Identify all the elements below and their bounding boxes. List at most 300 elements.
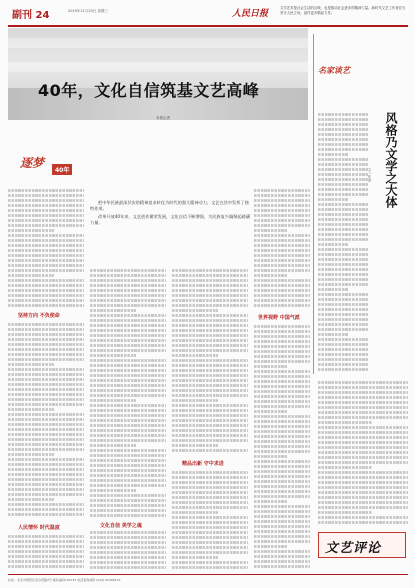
text-line bbox=[254, 284, 310, 287]
text-line bbox=[254, 189, 310, 192]
text-line bbox=[318, 248, 368, 251]
text-line bbox=[254, 340, 310, 343]
text-line bbox=[172, 444, 218, 447]
text-line bbox=[254, 279, 310, 282]
text-line bbox=[172, 274, 248, 277]
text-line bbox=[318, 358, 368, 361]
text-line bbox=[8, 443, 84, 446]
sidebar-column bbox=[318, 380, 408, 528]
text-line bbox=[90, 374, 166, 377]
text-line bbox=[90, 479, 166, 482]
text-line bbox=[172, 404, 248, 407]
text-line bbox=[90, 536, 166, 539]
text-line bbox=[254, 400, 310, 403]
text-line bbox=[254, 385, 310, 388]
text-line bbox=[172, 304, 248, 307]
text-line bbox=[318, 481, 408, 484]
text-line bbox=[318, 396, 408, 399]
text-line bbox=[254, 330, 310, 333]
text-line bbox=[90, 369, 166, 372]
text-line bbox=[8, 540, 84, 543]
text-line bbox=[254, 455, 288, 458]
lead-paragraph: 改革开放40年来，文艺创作繁荣发展，文化自信不断增强，为民族复兴凝聚起磅礴力量。 bbox=[90, 214, 250, 225]
text-line bbox=[8, 194, 84, 197]
text-line bbox=[90, 279, 166, 282]
text-line bbox=[172, 314, 248, 317]
text-line bbox=[8, 204, 84, 207]
text-line bbox=[8, 209, 84, 212]
mark-badge: 40年 bbox=[52, 164, 72, 175]
text-line bbox=[318, 486, 408, 489]
text-line bbox=[90, 419, 166, 422]
text-line bbox=[254, 480, 310, 483]
text-line bbox=[8, 254, 84, 257]
anniversary-mark bbox=[20, 154, 74, 184]
column-mark-text: 名家谈艺 bbox=[318, 65, 350, 75]
text-line bbox=[254, 229, 288, 232]
text-line bbox=[254, 470, 310, 473]
text-line bbox=[318, 183, 368, 186]
body-column bbox=[90, 530, 166, 570]
text-line bbox=[318, 168, 368, 171]
text-line bbox=[254, 299, 310, 302]
text-line bbox=[318, 386, 408, 389]
text-line bbox=[90, 414, 166, 417]
text-line bbox=[8, 299, 84, 302]
sidebar-divider bbox=[313, 34, 314, 374]
text-line bbox=[8, 448, 84, 451]
text-line bbox=[172, 531, 248, 534]
mark-main-text: 逐梦 bbox=[20, 156, 45, 170]
text-line bbox=[8, 493, 84, 496]
text-line bbox=[254, 405, 310, 408]
text-line bbox=[90, 394, 166, 397]
text-line bbox=[8, 244, 84, 247]
text-line bbox=[8, 483, 84, 486]
text-line bbox=[172, 379, 248, 382]
text-line bbox=[8, 565, 84, 568]
text-line bbox=[8, 535, 84, 538]
text-line bbox=[90, 444, 136, 447]
page-header bbox=[0, 0, 415, 24]
text-line bbox=[172, 486, 248, 489]
text-line bbox=[254, 380, 310, 383]
text-line bbox=[254, 199, 310, 202]
subheading: 精品出新 守中求进 bbox=[182, 461, 224, 467]
sidebar-title: 风格乃文学之大体 bbox=[384, 112, 398, 208]
text-line bbox=[254, 254, 310, 257]
text-line bbox=[90, 499, 166, 502]
text-line bbox=[254, 259, 310, 262]
text-line bbox=[8, 560, 84, 563]
text-line bbox=[254, 555, 310, 558]
text-line bbox=[8, 403, 84, 406]
text-line bbox=[8, 433, 84, 436]
text-line bbox=[254, 490, 310, 493]
text-line bbox=[254, 345, 310, 348]
text-line bbox=[318, 343, 368, 346]
text-line bbox=[8, 333, 84, 336]
text-line bbox=[318, 163, 368, 166]
text-line bbox=[172, 476, 248, 479]
text-line bbox=[90, 514, 166, 517]
text-line bbox=[172, 299, 248, 302]
text-line bbox=[254, 535, 310, 538]
text-line bbox=[90, 384, 166, 387]
text-line bbox=[318, 218, 368, 221]
text-line bbox=[318, 328, 368, 331]
header-note: 文学艺术是社会生活的反映，也是推动社会进步的精神力量。新时代文艺工作者应当坚守人民立场，创作更多精品力作。 bbox=[280, 6, 406, 15]
text-line bbox=[8, 343, 84, 346]
text-line bbox=[254, 390, 310, 393]
text-line bbox=[254, 415, 310, 418]
text-line bbox=[254, 194, 310, 197]
text-line bbox=[172, 551, 248, 554]
text-line bbox=[318, 308, 368, 311]
body-column bbox=[8, 322, 84, 518]
text-line bbox=[318, 253, 368, 256]
text-line bbox=[254, 500, 288, 503]
text-line bbox=[254, 510, 310, 513]
subheading: 文化自信 美学之魂 bbox=[100, 523, 142, 529]
text-line bbox=[254, 219, 310, 222]
text-line bbox=[318, 421, 372, 424]
text-line bbox=[254, 465, 310, 468]
text-line bbox=[8, 338, 84, 341]
text-line bbox=[90, 359, 166, 362]
text-line bbox=[254, 360, 310, 363]
text-line bbox=[254, 214, 310, 217]
text-line bbox=[8, 388, 84, 391]
text-line bbox=[318, 416, 408, 419]
text-line bbox=[172, 414, 248, 417]
text-line bbox=[172, 541, 248, 544]
text-line bbox=[254, 239, 310, 242]
text-line bbox=[254, 244, 310, 247]
body-column bbox=[8, 534, 84, 570]
text-line bbox=[254, 335, 310, 338]
text-line bbox=[318, 446, 408, 449]
text-line bbox=[8, 453, 54, 456]
lead-paragraphs bbox=[90, 200, 250, 228]
text-line bbox=[8, 304, 84, 307]
text-line bbox=[318, 153, 348, 156]
text-line bbox=[318, 471, 408, 474]
text-line bbox=[90, 464, 166, 467]
text-line bbox=[172, 496, 248, 499]
subheading: 人民情怀 时代温度 bbox=[18, 525, 60, 531]
text-line bbox=[90, 309, 136, 312]
text-line bbox=[172, 449, 248, 452]
hero-banner bbox=[8, 28, 308, 120]
text-line bbox=[90, 531, 166, 534]
text-line bbox=[8, 463, 84, 466]
text-line bbox=[90, 541, 166, 544]
body-column bbox=[172, 470, 248, 570]
text-line bbox=[318, 283, 368, 286]
text-line bbox=[254, 395, 310, 398]
text-line bbox=[318, 113, 368, 116]
text-line bbox=[172, 399, 218, 402]
text-line bbox=[318, 138, 368, 141]
text-line bbox=[90, 284, 166, 287]
lead-paragraph: 把中华民族最深层次的精神追求转化为时代的强大精神动力，文艺在其中发挥了独特作用。 bbox=[90, 200, 249, 211]
text-line bbox=[254, 325, 310, 328]
body-column bbox=[254, 324, 310, 570]
text-line bbox=[8, 555, 84, 558]
text-line bbox=[172, 439, 248, 442]
text-line bbox=[172, 329, 248, 332]
text-line bbox=[172, 481, 248, 484]
text-line bbox=[318, 338, 368, 341]
text-line bbox=[318, 258, 368, 261]
text-line bbox=[318, 456, 408, 459]
text-line bbox=[318, 193, 368, 196]
text-line bbox=[254, 375, 310, 378]
text-line bbox=[172, 334, 248, 337]
text-line bbox=[318, 263, 368, 266]
text-line bbox=[318, 313, 368, 316]
text-line bbox=[318, 273, 368, 276]
text-line bbox=[318, 143, 368, 146]
text-line bbox=[254, 370, 310, 373]
text-line bbox=[8, 269, 84, 272]
text-line bbox=[172, 309, 218, 312]
text-line bbox=[8, 353, 84, 356]
text-line bbox=[8, 458, 84, 461]
text-line bbox=[318, 118, 368, 121]
text-line bbox=[8, 214, 84, 217]
text-line bbox=[318, 363, 368, 366]
text-line bbox=[254, 550, 310, 553]
text-line bbox=[254, 224, 310, 227]
text-line bbox=[318, 461, 408, 464]
text-line bbox=[90, 329, 166, 332]
text-line bbox=[172, 324, 248, 327]
text-line bbox=[90, 546, 166, 549]
text-line bbox=[90, 509, 166, 512]
text-line bbox=[8, 348, 84, 351]
text-line bbox=[8, 393, 84, 396]
text-line bbox=[8, 438, 84, 441]
text-line bbox=[318, 228, 368, 231]
text-line bbox=[8, 513, 84, 516]
text-line bbox=[254, 264, 310, 267]
text-line bbox=[8, 294, 84, 297]
text-line bbox=[318, 213, 368, 216]
subheading: 世界视野 中国气派 bbox=[258, 315, 300, 321]
text-line bbox=[172, 319, 248, 322]
text-line bbox=[254, 294, 310, 297]
text-line bbox=[8, 508, 84, 511]
text-line bbox=[318, 198, 348, 201]
text-line bbox=[318, 348, 368, 351]
body-column bbox=[90, 268, 166, 522]
text-line bbox=[318, 268, 368, 271]
text-line bbox=[254, 435, 310, 438]
text-line bbox=[254, 204, 310, 207]
text-line bbox=[90, 299, 166, 302]
text-line bbox=[172, 536, 248, 539]
text-line bbox=[90, 449, 166, 452]
sidebar-column bbox=[318, 112, 368, 372]
text-line bbox=[8, 545, 84, 548]
text-line bbox=[8, 323, 84, 326]
text-line bbox=[8, 398, 84, 401]
text-line bbox=[254, 425, 310, 428]
text-line bbox=[254, 450, 310, 453]
text-line bbox=[318, 303, 368, 306]
text-line bbox=[172, 384, 248, 387]
text-line bbox=[172, 344, 248, 347]
text-line bbox=[254, 560, 310, 563]
text-line bbox=[254, 430, 310, 433]
text-line bbox=[90, 459, 166, 462]
text-line bbox=[8, 284, 84, 287]
text-line bbox=[172, 526, 248, 529]
text-line bbox=[90, 561, 166, 564]
text-line bbox=[90, 324, 166, 327]
text-line bbox=[172, 561, 248, 564]
text-line bbox=[8, 423, 84, 426]
text-line bbox=[90, 439, 166, 442]
text-line bbox=[318, 123, 368, 126]
text-line bbox=[8, 428, 84, 431]
text-line bbox=[254, 355, 310, 358]
text-line bbox=[172, 409, 248, 412]
text-line bbox=[172, 501, 248, 504]
text-line bbox=[254, 289, 310, 292]
text-line bbox=[254, 274, 288, 277]
text-line bbox=[254, 565, 310, 568]
text-line bbox=[8, 279, 84, 282]
text-line bbox=[8, 478, 84, 481]
text-line bbox=[90, 269, 166, 272]
text-line bbox=[172, 566, 248, 569]
text-line bbox=[254, 410, 288, 413]
text-line bbox=[318, 441, 408, 444]
text-line bbox=[254, 269, 310, 272]
text-line bbox=[318, 406, 408, 409]
text-line bbox=[90, 404, 166, 407]
text-line bbox=[8, 274, 54, 277]
text-line bbox=[8, 418, 84, 421]
text-line bbox=[8, 234, 84, 237]
text-line bbox=[172, 419, 248, 422]
text-line bbox=[8, 468, 84, 471]
footer-text: 社址：北京市朝阳区金台西路2号 邮政编码100733 电话查询请拨 (010) 65368114 bbox=[8, 578, 121, 582]
byline: 本报记者 bbox=[156, 116, 170, 120]
text-line bbox=[254, 234, 310, 237]
text-line bbox=[254, 445, 310, 448]
body-column bbox=[172, 268, 248, 454]
sidebar-author: 文 / 作者 bbox=[368, 168, 372, 182]
text-line bbox=[318, 501, 408, 504]
text-line bbox=[90, 339, 166, 342]
text-line bbox=[90, 556, 166, 559]
text-line bbox=[172, 511, 218, 514]
text-line bbox=[172, 349, 248, 352]
text-line bbox=[254, 420, 310, 423]
text-line bbox=[318, 451, 408, 454]
text-line bbox=[90, 349, 166, 352]
text-line bbox=[172, 506, 248, 509]
text-line bbox=[90, 566, 166, 569]
text-line bbox=[8, 264, 84, 267]
text-line bbox=[90, 424, 166, 427]
text-line bbox=[8, 358, 84, 361]
text-line bbox=[90, 469, 166, 472]
column-logo bbox=[318, 532, 406, 558]
text-line bbox=[318, 233, 368, 236]
text-line bbox=[8, 199, 84, 202]
text-line bbox=[172, 279, 248, 282]
text-line bbox=[318, 368, 368, 371]
text-line bbox=[172, 269, 248, 272]
text-line bbox=[254, 249, 310, 252]
text-line bbox=[172, 374, 248, 377]
text-line bbox=[8, 239, 84, 242]
text-line bbox=[8, 413, 84, 416]
body-column bbox=[8, 188, 84, 308]
text-line bbox=[172, 521, 248, 524]
text-line bbox=[318, 436, 408, 439]
text-line bbox=[8, 259, 84, 262]
text-line bbox=[254, 505, 310, 508]
text-line bbox=[318, 381, 408, 384]
text-line bbox=[8, 219, 84, 222]
text-line bbox=[90, 389, 166, 392]
text-line bbox=[318, 318, 368, 321]
text-line bbox=[318, 511, 372, 514]
text-line bbox=[8, 383, 84, 386]
column-mark bbox=[318, 58, 352, 80]
text-line bbox=[254, 460, 310, 463]
text-line bbox=[8, 328, 84, 331]
body-column bbox=[254, 188, 310, 308]
text-line bbox=[8, 224, 84, 227]
text-line bbox=[90, 474, 166, 477]
text-line bbox=[172, 294, 248, 297]
text-line bbox=[172, 516, 248, 519]
text-line bbox=[172, 491, 248, 494]
text-line bbox=[172, 429, 248, 432]
column-logo-text: 文艺评论 bbox=[325, 541, 382, 556]
text-line bbox=[172, 284, 248, 287]
text-line bbox=[318, 476, 408, 479]
text-line bbox=[90, 364, 166, 367]
text-line bbox=[318, 178, 368, 181]
text-line bbox=[254, 525, 310, 528]
text-line bbox=[318, 243, 348, 246]
text-line bbox=[8, 363, 54, 366]
text-line bbox=[90, 289, 166, 292]
text-line bbox=[318, 353, 368, 356]
text-line bbox=[90, 551, 166, 554]
text-line bbox=[90, 494, 166, 497]
text-line bbox=[318, 238, 368, 241]
text-line bbox=[90, 344, 166, 347]
text-line bbox=[172, 369, 248, 372]
text-line bbox=[8, 503, 84, 506]
text-line bbox=[254, 365, 288, 368]
text-line bbox=[318, 431, 408, 434]
text-line bbox=[254, 475, 310, 478]
text-line bbox=[172, 434, 248, 437]
text-line bbox=[90, 434, 166, 437]
text-line bbox=[254, 440, 310, 443]
text-line bbox=[8, 249, 84, 252]
